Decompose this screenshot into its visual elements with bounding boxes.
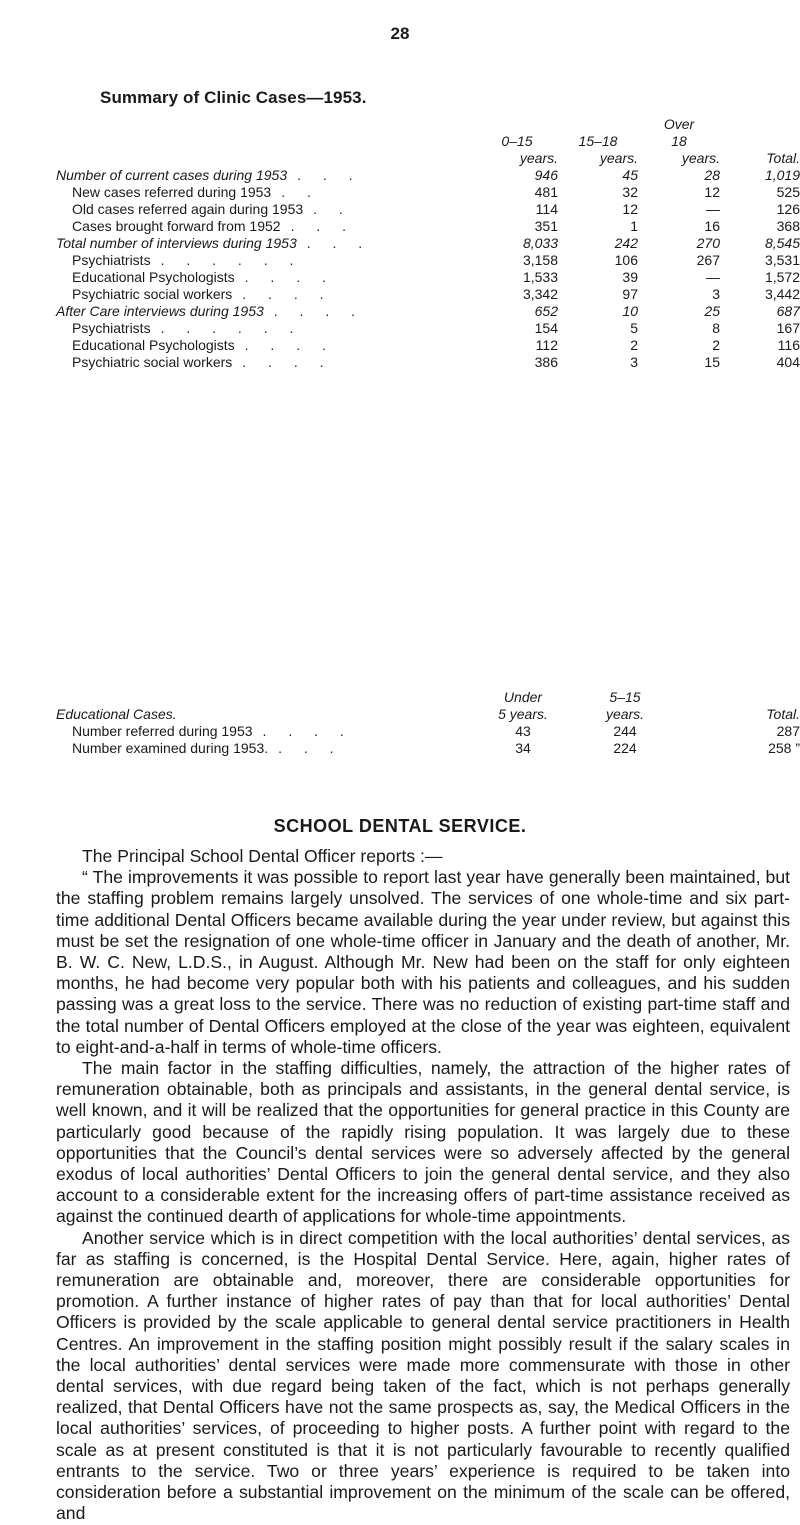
dot-leader: . . . . xyxy=(273,303,365,319)
table-row xyxy=(56,235,800,252)
table-cell: 270 xyxy=(696,235,720,251)
table-row xyxy=(56,740,800,757)
col-header-15-18: 15–18 xyxy=(578,133,618,149)
row-label: Cases brought forward from 1952 xyxy=(72,218,281,234)
dot-leader: . . . xyxy=(297,167,362,183)
table-cell: 3 xyxy=(630,354,638,370)
table-row xyxy=(56,320,800,337)
table-cell: 2 xyxy=(630,337,638,353)
table-row xyxy=(56,184,800,201)
row-label: Old cases referred again during 1953 xyxy=(72,201,304,217)
table-cell: 43 xyxy=(515,723,531,739)
table-cell: — xyxy=(706,201,720,217)
table-cell: 351 xyxy=(534,218,558,234)
col-header-over-18-line2: 18 xyxy=(671,133,687,149)
row-label: After Care interviews during 1953 xyxy=(56,303,264,319)
dot-leader: . . xyxy=(313,201,352,217)
dot-leader: . . . xyxy=(306,235,372,251)
dot-leader: . . . . xyxy=(242,286,333,302)
table-row xyxy=(56,218,800,235)
table-cell: 34 xyxy=(515,740,531,756)
table-cell: 404 xyxy=(776,354,800,370)
dot-leader: . . . . xyxy=(262,723,353,739)
table-cell: 10 xyxy=(622,303,638,319)
dot-leader: . . . . xyxy=(244,337,335,353)
table-cell: 368 xyxy=(776,218,800,234)
paragraph: The main factor in the staffing difficulties, namely, the attraction of the higher rates of remuneration obtainable, both as principals and assistants, in the general dental service, is well known, and it will be realized that the opportunities for general practice in this County are particularly good because of the rapidly rising population. It was largely due to these opportunities that the Council’s dental services were so adversely affected by the general exodus of local authorities’ Dental Officers to join the general dental service, and they also account to a considerable extent for the increasing offers of part-time assistance received as against the continued dearth of applications for whole-time appointments. xyxy=(56,1058,790,1227)
table-cell: 3,442 xyxy=(764,286,800,302)
table-cell: 114 xyxy=(535,201,558,217)
dot-leader: . . . . xyxy=(244,269,335,285)
table-cell: 8,033 xyxy=(522,235,558,251)
dot-leader: . . . . . . xyxy=(160,252,303,268)
table-cell: 167 xyxy=(776,320,800,336)
table-cell: 1,533 xyxy=(522,269,558,285)
table-cell: 525 xyxy=(776,184,800,200)
table-cell: 386 xyxy=(534,354,558,370)
table-cell: 3 xyxy=(712,286,720,302)
table-cell: 224 xyxy=(613,740,637,756)
table-row xyxy=(56,167,800,184)
table-row xyxy=(56,252,800,269)
table-cell: 25 xyxy=(704,303,720,319)
row-label: Number of current cases during 1953 xyxy=(56,167,288,183)
row-label: New cases referred during 1953 xyxy=(72,184,272,200)
educational-cases-table xyxy=(56,689,800,757)
table-cell: 3,531 xyxy=(764,252,800,268)
table-row xyxy=(56,354,800,371)
table-cell: — xyxy=(706,269,720,285)
col-header-0-15: 0–15 xyxy=(501,133,533,149)
col-header-5-15-line1: 5–15 xyxy=(609,689,641,705)
educational-cases-title: Educational Cases. xyxy=(56,706,177,722)
paragraph: Another service which is in direct competition with the local authorities’ dental services, as far as staffing is concerned, is the Hospital Dental Service. Here, again, higher rates of remuneration are obtainable and, moreover, there are considerable opportunities for promotion. A further instance of higher rates of pay than that for local authorities’ Dental Officers is provided by the scale applicable to general dental service practitioners in Health Centres. An improvement in the staffing position might possibly result if the salary scales in the local authorities’ dental services were made more commensurate with those in other dental services, with due regard being taken of the fact, which is not perhaps generally realized, that Dental Officers have not the same prospects as, say, the Medical Officers in the local authorities’ services, of proceeding to higher posts. A further point with regard to the scale as at present constituted is that it is not particularly favourable to recently qualified entrants to the service. Two or three years’ experience is required to be taken into consideration before a substantial improvement on the minimum of the scale can be offered, and xyxy=(56,1227,790,1524)
report-body xyxy=(56,846,790,1525)
dot-leader: . . . . xyxy=(242,354,333,370)
row-label: Total number of interviews during 1953 xyxy=(56,235,297,251)
table-cell: 112 xyxy=(535,337,558,353)
table-cell: 287 xyxy=(776,723,800,739)
table-row xyxy=(56,201,800,218)
col-header-under-5-line1: Under xyxy=(503,689,543,705)
table-cell: 258 ” xyxy=(768,740,800,756)
table-cell: 8,545 xyxy=(764,235,800,251)
clinic-cases-table xyxy=(56,116,800,371)
row-label: Number examined during 1953. xyxy=(72,740,269,756)
dot-leader: . . xyxy=(281,184,320,200)
row-label: Educational Psychologists xyxy=(72,337,235,353)
dot-leader: . . . xyxy=(278,740,343,756)
section-title: SCHOOL DENTAL SERVICE. xyxy=(273,816,527,836)
table-cell: 3,158 xyxy=(522,252,558,268)
table-cell: 267 xyxy=(696,252,720,268)
paragraph: The Principal School Dental Officer reports :— xyxy=(82,846,443,866)
table-cell: 1,572 xyxy=(764,269,800,285)
row-label: Psychiatrists xyxy=(72,252,151,268)
row-label: Psychiatric social workers xyxy=(72,286,233,302)
dot-leader: . . . xyxy=(290,218,356,234)
col-header-total: Total. xyxy=(766,706,800,722)
table-cell: 16 xyxy=(704,218,720,234)
table-cell: 116 xyxy=(777,337,800,353)
col-header-5-15-line2: years. xyxy=(605,706,645,722)
table-cell: 3,342 xyxy=(522,286,558,302)
col-header-years: years. xyxy=(519,150,558,166)
table-cell: 32 xyxy=(622,184,638,200)
table-cell: 106 xyxy=(614,252,638,268)
table-cell: 126 xyxy=(776,201,800,217)
table-cell: 2 xyxy=(712,337,720,353)
summary-title: Summary of Clinic Cases—1953. xyxy=(100,88,367,107)
col-header-years: years. xyxy=(599,150,638,166)
col-header-total: Total. xyxy=(766,150,800,166)
table-cell: 652 xyxy=(534,303,558,319)
table-row xyxy=(56,303,800,320)
col-header-years: years. xyxy=(681,150,720,166)
table-cell: 45 xyxy=(622,167,638,183)
table-cell: 5 xyxy=(630,320,638,336)
table-cell: 946 xyxy=(534,167,558,183)
table-row xyxy=(56,269,800,286)
dot-leader: . . . . . . xyxy=(160,320,303,336)
table-cell: 12 xyxy=(622,201,638,217)
table-cell: 481 xyxy=(534,184,558,200)
table-cell: 244 xyxy=(613,723,637,739)
table-row xyxy=(56,337,800,354)
col-header-under-5-line2: 5 years. xyxy=(498,706,548,722)
table-cell: 1 xyxy=(630,218,638,234)
table-cell: 28 xyxy=(704,167,720,183)
col-header-over-18-line1: Over xyxy=(663,116,695,132)
table-row xyxy=(56,286,800,303)
table-cell: 97 xyxy=(622,286,638,302)
table-cell: 1,019 xyxy=(764,167,800,183)
page-number: 28 xyxy=(390,24,410,43)
row-label: Educational Psychologists xyxy=(72,269,235,285)
table-cell: 8 xyxy=(712,320,720,336)
table-cell: 154 xyxy=(534,320,558,336)
table-row xyxy=(56,723,800,740)
paragraph: “ The improvements it was possible to report last year have generally been maintained, but the staffing problem remains largely unsolved. The services of one whole-time and six part-time additional Dental Officers became available during the year under review, but against this must be set the resignation of one whole-time officer in January and the death of another, Mr. B. W. C. New, L.D.S., in August. Although Mr. New had been on the staff for only eighteen months, he had become very popular both with his patients and colleagues, and his sudden passing was a great loss to the service. There was no reduction of existing part-time staff and the total number of Dental Officers employed at the close of the year was eighteen, equivalent to eight-and-a-half in terms of whole-time officers. xyxy=(56,867,790,1057)
row-label: Psychiatric social workers xyxy=(72,354,233,370)
row-label: Psychiatrists xyxy=(72,320,151,336)
table-cell: 12 xyxy=(704,184,720,200)
table-cell: 242 xyxy=(614,235,638,251)
table-cell: 39 xyxy=(622,269,638,285)
row-label: Number referred during 1953 xyxy=(72,723,253,739)
table-cell: 687 xyxy=(776,303,800,319)
table-cell: 15 xyxy=(704,354,720,370)
